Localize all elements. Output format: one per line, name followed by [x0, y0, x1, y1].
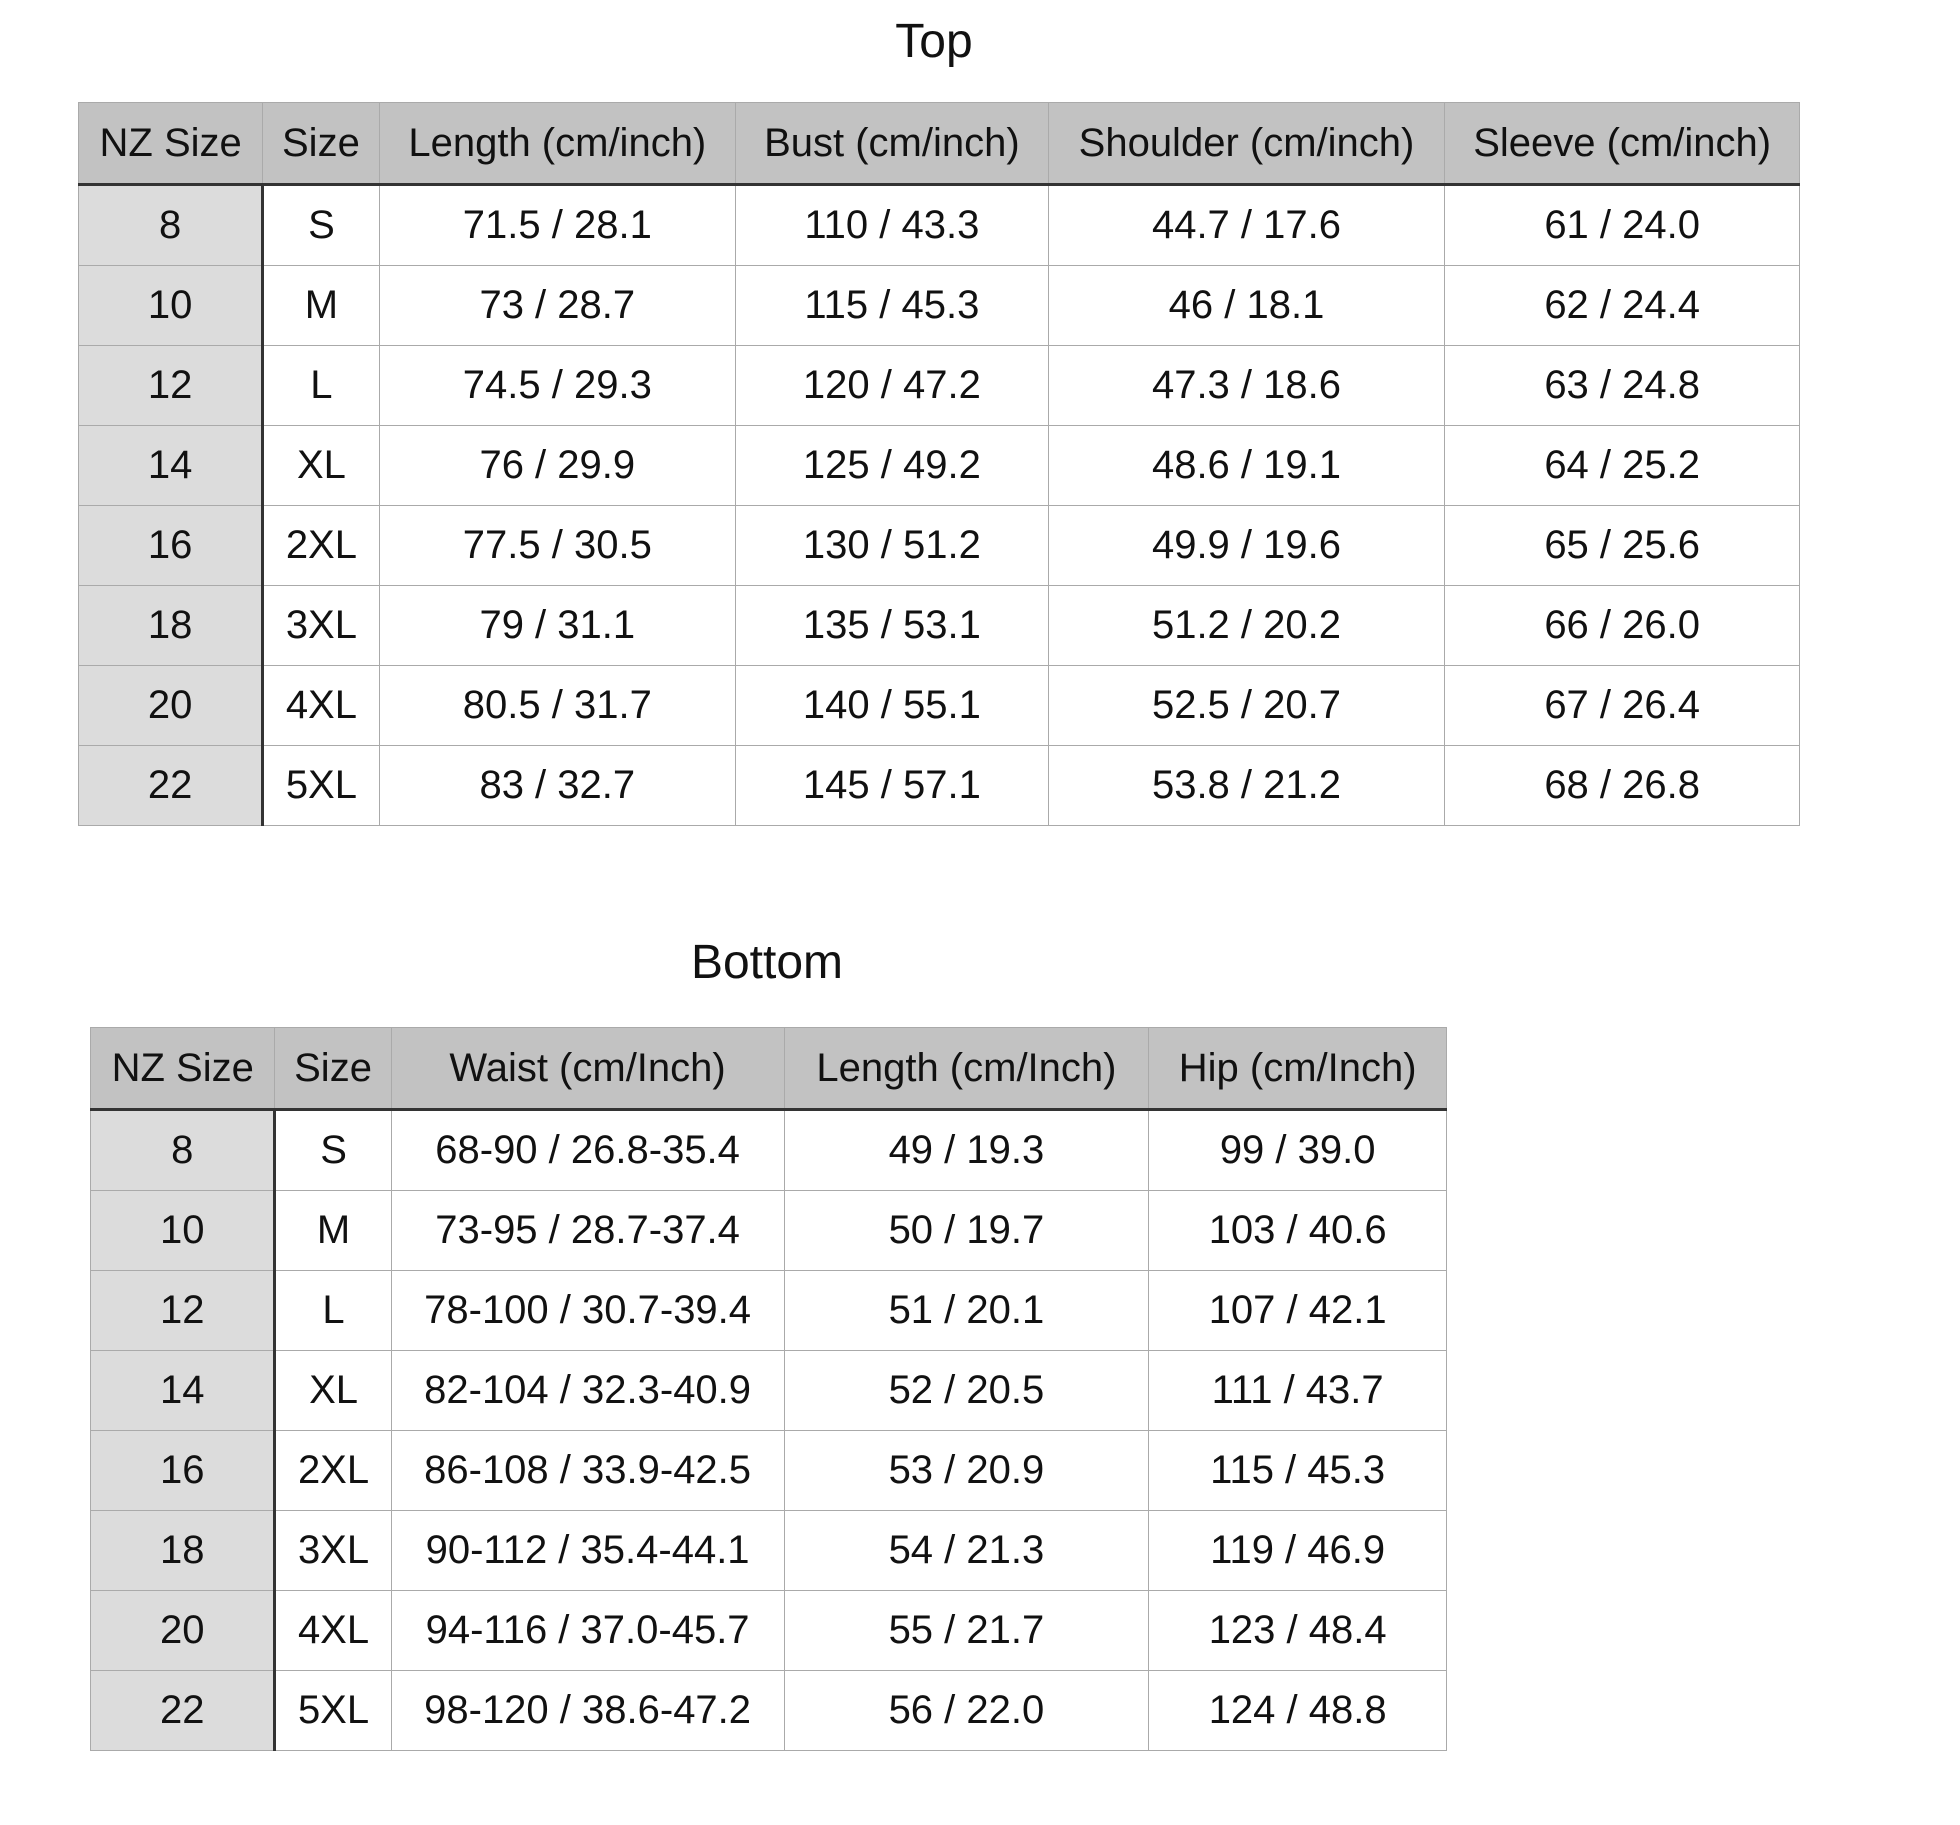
nz-size-cell: 20: [91, 1591, 275, 1671]
measurement-cell: 99 / 39.0: [1149, 1110, 1447, 1191]
column-header: Hip (cm/Inch): [1149, 1028, 1447, 1110]
measurement-cell: 65 / 25.6: [1445, 506, 1800, 586]
measurement-cell: 68 / 26.8: [1445, 746, 1800, 826]
measurement-cell: 68-90 / 26.8-35.4: [391, 1110, 784, 1191]
measurement-cell: 82-104 / 32.3-40.9: [391, 1351, 784, 1431]
measurement-cell: 67 / 26.4: [1445, 666, 1800, 746]
table-row: [79, 666, 1800, 746]
nz-size-cell: 14: [79, 426, 263, 506]
table-header-row: [79, 103, 1800, 185]
nz-size-cell: 18: [91, 1511, 275, 1591]
measurement-cell: 124 / 48.8: [1149, 1671, 1447, 1751]
table-row: [79, 506, 1800, 586]
measurement-cell: 94-116 / 37.0-45.7: [391, 1591, 784, 1671]
column-header: Sleeve (cm/inch): [1445, 103, 1800, 185]
nz-size-cell: 22: [91, 1671, 275, 1751]
nz-size-cell: 16: [91, 1431, 275, 1511]
size-cell: M: [263, 266, 379, 346]
size-cell: 5XL: [275, 1671, 391, 1751]
measurement-cell: 51.2 / 20.2: [1048, 586, 1445, 666]
column-header: NZ Size: [91, 1028, 275, 1110]
measurement-cell: 103 / 40.6: [1149, 1191, 1447, 1271]
column-header: Length (cm/Inch): [784, 1028, 1149, 1110]
size-cell: L: [275, 1271, 391, 1351]
size-cell: S: [275, 1110, 391, 1191]
measurement-cell: 52 / 20.5: [784, 1351, 1149, 1431]
measurement-cell: 98-120 / 38.6-47.2: [391, 1671, 784, 1751]
size-cell: 5XL: [263, 746, 379, 826]
measurement-cell: 78-100 / 30.7-39.4: [391, 1271, 784, 1351]
nz-size-cell: 20: [79, 666, 263, 746]
measurement-cell: 46 / 18.1: [1048, 266, 1445, 346]
measurement-cell: 71.5 / 28.1: [379, 185, 736, 266]
nz-size-cell: 10: [79, 266, 263, 346]
top-table-title: Top: [895, 15, 973, 68]
size-cell: XL: [263, 426, 379, 506]
measurement-cell: 86-108 / 33.9-42.5: [391, 1431, 784, 1511]
size-cell: S: [263, 185, 379, 266]
nz-size-cell: 16: [79, 506, 263, 586]
measurement-cell: 123 / 48.4: [1149, 1591, 1447, 1671]
nz-size-cell: 22: [79, 746, 263, 826]
table-header-row: [91, 1028, 1447, 1110]
measurement-cell: 74.5 / 29.3: [379, 346, 736, 426]
measurement-cell: 56 / 22.0: [784, 1671, 1149, 1751]
measurement-cell: 130 / 51.2: [736, 506, 1049, 586]
measurement-cell: 73 / 28.7: [379, 266, 736, 346]
table-row: [79, 346, 1800, 426]
nz-size-cell: 14: [91, 1351, 275, 1431]
measurement-cell: 119 / 46.9: [1149, 1511, 1447, 1591]
table-row: [91, 1671, 1447, 1751]
measurement-cell: 50 / 19.7: [784, 1191, 1149, 1271]
table-row: [91, 1591, 1447, 1671]
measurement-cell: 140 / 55.1: [736, 666, 1049, 746]
column-header: Shoulder (cm/inch): [1048, 103, 1445, 185]
table-row: [91, 1191, 1447, 1271]
size-cell: 3XL: [275, 1511, 391, 1591]
measurement-cell: 79 / 31.1: [379, 586, 736, 666]
size-cell: XL: [275, 1351, 391, 1431]
measurement-cell: 80.5 / 31.7: [379, 666, 736, 746]
bottom-table-title: Bottom: [690, 936, 844, 989]
measurement-cell: 107 / 42.1: [1149, 1271, 1447, 1351]
column-header: Size: [275, 1028, 391, 1110]
bottom-size-table: [90, 1027, 1447, 1751]
measurement-cell: 63 / 24.8: [1445, 346, 1800, 426]
measurement-cell: 53 / 20.9: [784, 1431, 1149, 1511]
measurement-cell: 77.5 / 30.5: [379, 506, 736, 586]
table-row: [79, 185, 1800, 266]
measurement-cell: 53.8 / 21.2: [1048, 746, 1445, 826]
column-header: Bust (cm/inch): [736, 103, 1049, 185]
measurement-cell: 52.5 / 20.7: [1048, 666, 1445, 746]
measurement-cell: 66 / 26.0: [1445, 586, 1800, 666]
measurement-cell: 76 / 29.9: [379, 426, 736, 506]
nz-size-cell: 12: [79, 346, 263, 426]
column-header: NZ Size: [79, 103, 263, 185]
size-cell: 3XL: [263, 586, 379, 666]
table-row: [91, 1511, 1447, 1591]
nz-size-cell: 18: [79, 586, 263, 666]
measurement-cell: 62 / 24.4: [1445, 266, 1800, 346]
size-cell: 4XL: [275, 1591, 391, 1671]
measurement-cell: 115 / 45.3: [1149, 1431, 1447, 1511]
measurement-cell: 83 / 32.7: [379, 746, 736, 826]
measurement-cell: 51 / 20.1: [784, 1271, 1149, 1351]
measurement-cell: 111 / 43.7: [1149, 1351, 1447, 1431]
measurement-cell: 73-95 / 28.7-37.4: [391, 1191, 784, 1271]
measurement-cell: 115 / 45.3: [736, 266, 1049, 346]
measurement-cell: 90-112 / 35.4-44.1: [391, 1511, 784, 1591]
table-row: [79, 586, 1800, 666]
measurement-cell: 110 / 43.3: [736, 185, 1049, 266]
nz-size-cell: 12: [91, 1271, 275, 1351]
size-cell: 4XL: [263, 666, 379, 746]
table-row: [91, 1351, 1447, 1431]
table-row: [79, 746, 1800, 826]
nz-size-cell: 8: [79, 185, 263, 266]
measurement-cell: 49 / 19.3: [784, 1110, 1149, 1191]
measurement-cell: 48.6 / 19.1: [1048, 426, 1445, 506]
column-header: Waist (cm/Inch): [391, 1028, 784, 1110]
measurement-cell: 49.9 / 19.6: [1048, 506, 1445, 586]
column-header: Size: [263, 103, 379, 185]
nz-size-cell: 8: [91, 1110, 275, 1191]
table-row: [91, 1271, 1447, 1351]
measurement-cell: 135 / 53.1: [736, 586, 1049, 666]
size-cell: L: [263, 346, 379, 426]
measurement-cell: 125 / 49.2: [736, 426, 1049, 506]
size-cell: 2XL: [275, 1431, 391, 1511]
measurement-cell: 145 / 57.1: [736, 746, 1049, 826]
measurement-cell: 61 / 24.0: [1445, 185, 1800, 266]
nz-size-cell: 10: [91, 1191, 275, 1271]
table-row: [91, 1431, 1447, 1511]
table-row: [79, 426, 1800, 506]
table-row: [79, 266, 1800, 346]
measurement-cell: 55 / 21.7: [784, 1591, 1149, 1671]
measurement-cell: 54 / 21.3: [784, 1511, 1149, 1591]
table-row: [91, 1110, 1447, 1191]
size-cell: 2XL: [263, 506, 379, 586]
size-cell: M: [275, 1191, 391, 1271]
column-header: Length (cm/inch): [379, 103, 736, 185]
measurement-cell: 64 / 25.2: [1445, 426, 1800, 506]
top-size-table: [78, 102, 1800, 826]
measurement-cell: 44.7 / 17.6: [1048, 185, 1445, 266]
measurement-cell: 120 / 47.2: [736, 346, 1049, 426]
measurement-cell: 47.3 / 18.6: [1048, 346, 1445, 426]
